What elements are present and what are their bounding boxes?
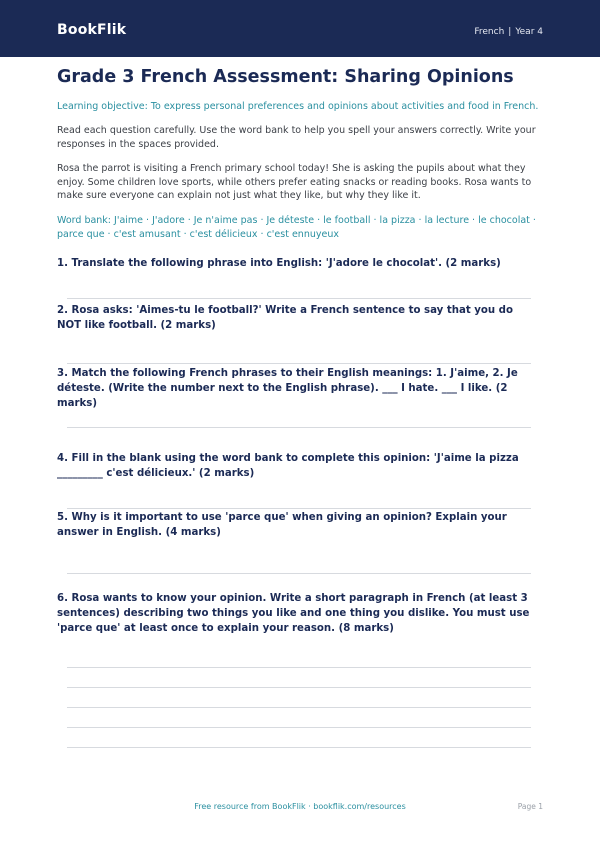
learning-objective: Learning objective: To express personal preferences and opinions about activities and food in French. — [57, 101, 539, 112]
subject-label: French — [474, 27, 505, 37]
answer-line[interactable] — [67, 667, 531, 668]
answer-line[interactable] — [67, 687, 531, 688]
intro-section — [57, 66, 543, 242]
question-5: 5. Why is it important to use 'parce que' when giving an opinion? Explain your answer in English. (4 marks) — [57, 512, 507, 538]
page-header — [0, 0, 600, 57]
question-2: 2. Rosa asks: 'Aimes-tu le football?' Write a French sentence to say that you do NOT like football. (2 marks) — [57, 305, 513, 331]
answer-line[interactable] — [67, 707, 531, 708]
answer-line[interactable] — [67, 298, 531, 299]
answer-line[interactable] — [67, 427, 531, 428]
brand-logo: BookFlik — [57, 22, 127, 38]
instructions-text: Read each question carefully. Use the word bank to help you spell your answers correctly. Write your responses in the spaces provided. — [57, 125, 536, 150]
question-3: 3. Match the following French phrases to their English meanings: 1. J'aime, 2. Je déteste. (Write the number next to the English phrase). ___ I hate. ___ I like. (2 marks) — [57, 368, 518, 409]
answer-line[interactable] — [67, 747, 531, 748]
answer-line[interactable] — [67, 573, 531, 574]
answer-line[interactable] — [67, 363, 531, 364]
header-meta — [474, 27, 543, 37]
year-label: Year 4 — [515, 27, 543, 37]
footer-link[interactable]: Free resource from BookFlik · bookflik.com/resources — [194, 802, 406, 811]
question-1: 1. Translate the following phrase into English: 'J'adore le chocolat'. (2 marks) — [57, 258, 501, 269]
page-title: Grade 3 French Assessment: Sharing Opinions — [57, 67, 514, 87]
story-text: Rosa the parrot is visiting a French primary school today! She is asking the pupils about what they enjoy. Some children love sports, while others prefer eating snacks or reading books. Rosa wants to make sure everyone can explain not just what they like, but why they like it. — [57, 163, 532, 201]
word-bank: Word bank: J'aime · J'adore · Je n'aime pas · Je déteste · le football · la pizza · la lecture · le chocolat · parce que · c'est amusant · c'est délicieux · c'est ennuyeux — [57, 214, 536, 240]
question-6: 6. Rosa wants to know your opinion. Write a short paragraph in French (at least 3 sentences) describing two things you like and one thing you dislike. You must use 'parce que' at least once to explain your reason. (8 marks) — [57, 593, 530, 634]
answer-line[interactable] — [67, 508, 531, 509]
question-4: 4. Fill in the blank using the word bank to complete this opinion: 'J'aime la pizza _________ c'est délicieux.' (2 marks) — [57, 453, 519, 479]
answer-line[interactable] — [67, 727, 531, 728]
meta-separator: | — [508, 27, 512, 37]
page-number: Page 1 — [517, 802, 543, 811]
